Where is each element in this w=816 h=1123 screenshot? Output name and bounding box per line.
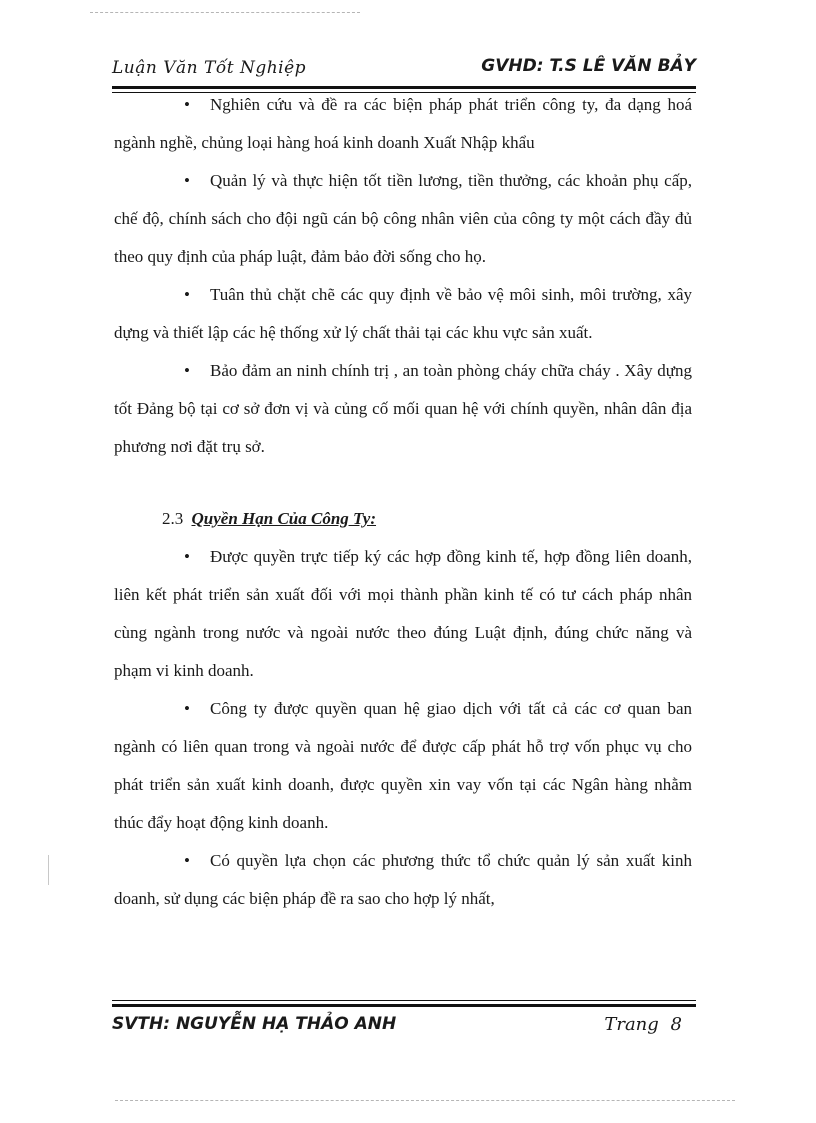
paragraph — [114, 538, 692, 690]
bullet-icon: • — [184, 547, 190, 566]
section-heading — [162, 500, 692, 538]
footer-rule-thick — [112, 1004, 696, 1007]
paragraph-text: Tuân thủ chặt chẽ các quy định về bảo vệ môi sinh, môi trường, xây dựng và thiết lập các hệ thống xử lý chất thải tại các khu vực sản xuất. — [114, 285, 692, 342]
paragraph — [114, 162, 692, 276]
bullet-icon: • — [184, 851, 190, 870]
paragraph — [114, 352, 692, 466]
bullet-icon: • — [184, 285, 190, 304]
section-number: 2.3 — [162, 509, 184, 528]
page-label: Trang — [604, 1014, 659, 1035]
paragraph-text: Quản lý và thực hiện tốt tiền lương, tiền thưởng, các khoản phụ cấp, chế độ, chính sách cho đội ngũ cán bộ công nhân viên của công ty một cách đầy đủ theo quy định của pháp luật, đảm bảo đời sống cho họ. — [114, 171, 692, 266]
bullet-icon: • — [184, 95, 190, 114]
paragraph-text: Có quyền lựa chọn các phương thức tổ chức quản lý sản xuất kinh doanh, sử dụng các biện pháp đề ra sao cho hợp lý nhất, — [114, 851, 692, 908]
scan-edge-bottom — [115, 1100, 735, 1102]
paragraph-group-duties — [114, 86, 692, 466]
section-title: Quyền Hạn Của Công Ty: — [191, 509, 377, 528]
paragraph — [114, 276, 692, 352]
bullet-icon: • — [184, 171, 190, 190]
thesis-title: Luận Văn Tốt Nghiệp — [112, 58, 307, 78]
paragraph-group-rights — [114, 538, 692, 918]
page-body — [114, 86, 692, 918]
paragraph-text: Công ty được quyền quan hệ giao dịch với tất cả các cơ quan ban ngành có liên quan trong và ngoài nước để được cấp phát hỗ trợ vốn phục vụ cho phát triển sản xuất kinh doanh, được quyền xin vay vốn tại các Ngân hàng nhằm thúc đẩy hoạt động kinh doanh. — [114, 699, 692, 832]
paragraph-text: Nghiên cứu và đề ra các biện pháp phát triển công ty, đa dạng hoá ngành nghề, chủng loại hàng hoá kinh doanh Xuất Nhập khẩu — [114, 95, 692, 152]
paragraph-text: Được quyền trực tiếp ký các hợp đồng kinh tế, hợp đồng liên doanh, liên kết phát triển sản xuất đối với mọi thành phần kinh tế có tư cách pháp nhân cùng ngành trong nước và ngoài nước theo đúng Luật định, đúng chức năng và phạm vi kinh doanh. — [114, 547, 692, 680]
paragraph — [114, 86, 692, 162]
margin-mark — [48, 855, 49, 885]
page-number: 8 — [670, 1014, 682, 1035]
footer-rule-thin — [112, 1000, 696, 1001]
student-name: SVTH: NGUYỄN HẠ THẢO ANH — [112, 1014, 397, 1034]
scan-edge-top — [90, 12, 360, 14]
page-indicator — [604, 1014, 682, 1035]
paragraph — [114, 690, 692, 842]
bullet-icon: • — [184, 361, 190, 380]
paragraph — [114, 842, 692, 918]
page-footer — [112, 1014, 696, 1044]
paragraph-text: Bảo đảm an ninh chính trị , an toàn phòng cháy chữa cháy . Xây dựng tốt Đảng bộ tại cơ sở đơn vị và củng cố mối quan hệ với chính quyền, nhân dân địa phương nơi đặt trụ sở. — [114, 361, 692, 456]
bullet-icon: • — [184, 699, 190, 718]
supervisor-label: GVHD: T.S LÊ VĂN BẢY — [481, 56, 696, 76]
